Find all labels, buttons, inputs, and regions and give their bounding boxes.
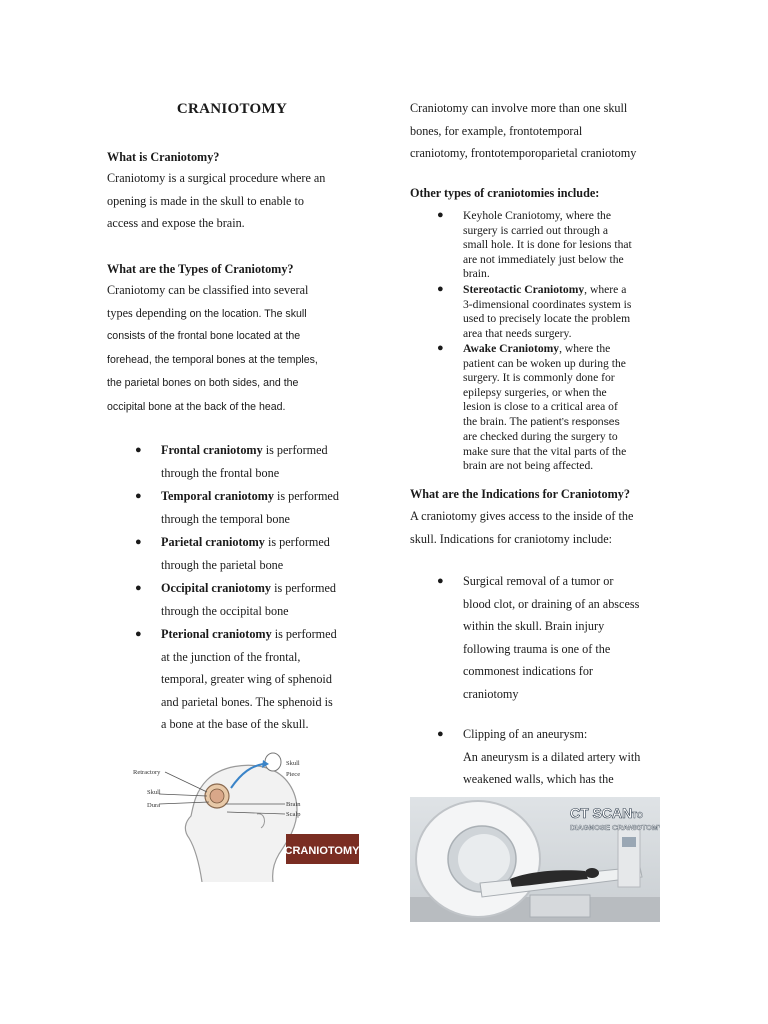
text-line: small hole. It is done for lesions that	[463, 238, 632, 251]
text-line: Craniotomy can involve more than one skull	[410, 101, 628, 115]
text-line: blood clot, or draining of an abscess	[463, 596, 640, 611]
types-heading: What are the Types of Craniotomy?	[107, 262, 294, 276]
ct-scan-photo	[410, 797, 660, 922]
list-item-stereotactic	[437, 283, 632, 341]
text-line: at the junction of the frontal,	[161, 649, 301, 664]
text-span: patient’s responses	[530, 416, 620, 428]
list-item-parietal	[135, 531, 330, 576]
text-line: through the occipital bone	[161, 603, 289, 618]
text-line: used to precisely locate the problem	[463, 312, 631, 325]
bold-term: Occipital craniotomy	[161, 581, 272, 595]
bullet-icon: ●	[135, 536, 142, 548]
label-brain: Brain	[286, 801, 301, 808]
what-is-paragraph	[107, 167, 325, 235]
text-line	[161, 485, 339, 508]
text-span: the brain. The	[463, 414, 531, 428]
text-span: is performed	[264, 535, 330, 549]
list-item-awake	[437, 342, 627, 474]
bold-term: Frontal craniotomy	[161, 443, 263, 457]
text-line: surgery. It is commonly done for	[463, 371, 615, 384]
bold-term: Stereotactic Craniotomy	[463, 283, 585, 296]
text-line: the parietal bones on both sides, and the	[107, 377, 299, 389]
text-line: Keyhole Craniotomy, where the	[463, 209, 611, 222]
text-line: craniotomy, frontotemporoparietal craniotomy	[410, 146, 637, 160]
text-line	[463, 283, 631, 298]
list-item-keyhole	[437, 209, 632, 282]
text-line: Craniotomy is a surgical procedure where an	[107, 171, 326, 185]
head-outline-icon	[185, 765, 297, 882]
indications-heading: What are the Indications for Craniotomy?	[410, 487, 630, 501]
bullet-icon: ●	[437, 283, 444, 295]
text-line: commonest indications for	[463, 664, 593, 678]
bullet-icon: ●	[437, 209, 444, 221]
text-line: area that needs surgery.	[463, 326, 572, 340]
photo-caption-ct-scan: CT SCAN	[570, 805, 633, 821]
text-line: make sure that the vital parts of the	[463, 444, 627, 458]
bold-term: Temporal craniotomy	[161, 489, 274, 503]
text-line: brain are not being affected.	[463, 459, 594, 472]
text-line: lesion is close to a critical area of	[463, 400, 618, 413]
list-item-temporal	[135, 485, 339, 530]
text-span: , where the	[559, 342, 611, 355]
text-line: following trauma is one of the	[463, 641, 611, 656]
text-line: Craniotomy can be classified into several	[107, 283, 309, 297]
text-line	[161, 439, 328, 462]
text-line: epilepsy surgeries, or when the	[463, 385, 607, 399]
label-scalp: Scalp	[286, 811, 301, 818]
label-piece: Piece	[286, 771, 301, 778]
text-line: Surgical removal of a tumor or	[463, 574, 614, 588]
text-line: surgery is carried out through a	[463, 223, 608, 237]
craniotomy-illustration	[107, 752, 359, 882]
text-line	[161, 623, 337, 646]
text-line: consists of the frontal bone located at the	[107, 330, 301, 342]
bold-term: Parietal craniotomy	[161, 535, 265, 549]
text-span: is performed	[273, 489, 339, 503]
list-item-frontal	[135, 439, 328, 484]
text-line: are not immediately just below the	[463, 252, 624, 266]
bold-term: Awake Craniotomy	[463, 342, 560, 355]
other-types-heading: Other types of craniotomies include:	[410, 186, 600, 200]
text-line: weakened walls, which has the	[463, 772, 614, 786]
bullet-icon: ●	[135, 582, 142, 594]
text-line: occipital bone at the back of the head.	[107, 400, 286, 413]
text-line: brain.	[463, 267, 490, 280]
indications-paragraph	[410, 505, 633, 550]
banner-text: CRANIOTOMY	[284, 845, 359, 857]
bold-term: Pterional craniotomy	[161, 627, 272, 641]
label-retractory: Retractory	[133, 769, 161, 776]
text-line: An aneurysm is a dilated artery with	[463, 749, 641, 764]
text-line: are checked during the surgery to	[463, 430, 618, 443]
text-line: bones, for example, frontotemporal	[410, 123, 583, 138]
text-line: a bone at the base of the skull.	[161, 717, 309, 731]
text-span: , where a	[584, 283, 627, 296]
bullet-icon: ●	[437, 728, 444, 740]
text-line: Clipping of an aneurysm:	[463, 727, 588, 741]
bullet-icon: ●	[437, 575, 444, 587]
text-line: through the parietal bone	[161, 557, 284, 572]
text-line	[161, 531, 330, 554]
text-line: skull. Indications for craniotomy include:	[410, 531, 613, 546]
text-span: types depending	[107, 305, 190, 320]
label-skull-right: Skull	[286, 760, 300, 767]
text-line: forehead, the temporal bones at the temples,	[107, 353, 318, 366]
text-line: access and expose the brain.	[107, 216, 245, 230]
text-line: patient can be woken up during the	[463, 356, 626, 370]
bullet-icon: ●	[437, 342, 444, 354]
text-line	[107, 302, 318, 326]
text-line	[463, 415, 626, 431]
text-line: within the skull. Brain injury	[463, 619, 605, 633]
skull-piece-icon	[265, 753, 281, 771]
bullet-icon: ●	[135, 490, 142, 502]
list-item-pterional	[135, 623, 337, 736]
text-line: through the frontal bone	[161, 465, 280, 480]
list-item-tumor-removal	[437, 570, 640, 705]
text-line: through the temporal bone	[161, 511, 290, 526]
bullet-icon: ●	[135, 628, 142, 640]
text-line: opening is made in the skull to enable to	[107, 193, 304, 208]
label-dura: Dura	[147, 802, 160, 809]
text-line: temporal, greater wing of sphenoid	[161, 672, 332, 686]
intro-paragraph	[410, 97, 636, 165]
list-item-occipital	[135, 577, 336, 622]
text-line: and parietal bones. The sphenoid is	[161, 694, 333, 709]
label-skull: Skull	[147, 789, 161, 796]
photo-caption-to: TO	[632, 811, 643, 820]
text-line: A craniotomy gives access to the inside of the	[410, 509, 634, 523]
text-span: is performed	[271, 581, 336, 595]
photo-caption-diagnose: DIAGNOSE CRANIOTOMY	[570, 823, 660, 832]
what-is-heading: What is Craniotomy?	[107, 150, 220, 164]
types-paragraph	[107, 279, 318, 419]
bullet-icon: ●	[135, 444, 142, 456]
text-span: is performed	[262, 443, 328, 457]
text-span: on the location. The skull	[189, 307, 307, 320]
text-line	[463, 342, 626, 357]
list-item-aneurysm	[437, 723, 641, 791]
text-line: 3-dimensional coordinates system is	[463, 297, 632, 311]
text-line	[161, 577, 336, 600]
document-title: CRANIOTOMY	[176, 101, 288, 117]
text-span: is performed	[271, 627, 337, 641]
text-line: craniotomy	[463, 686, 519, 701]
